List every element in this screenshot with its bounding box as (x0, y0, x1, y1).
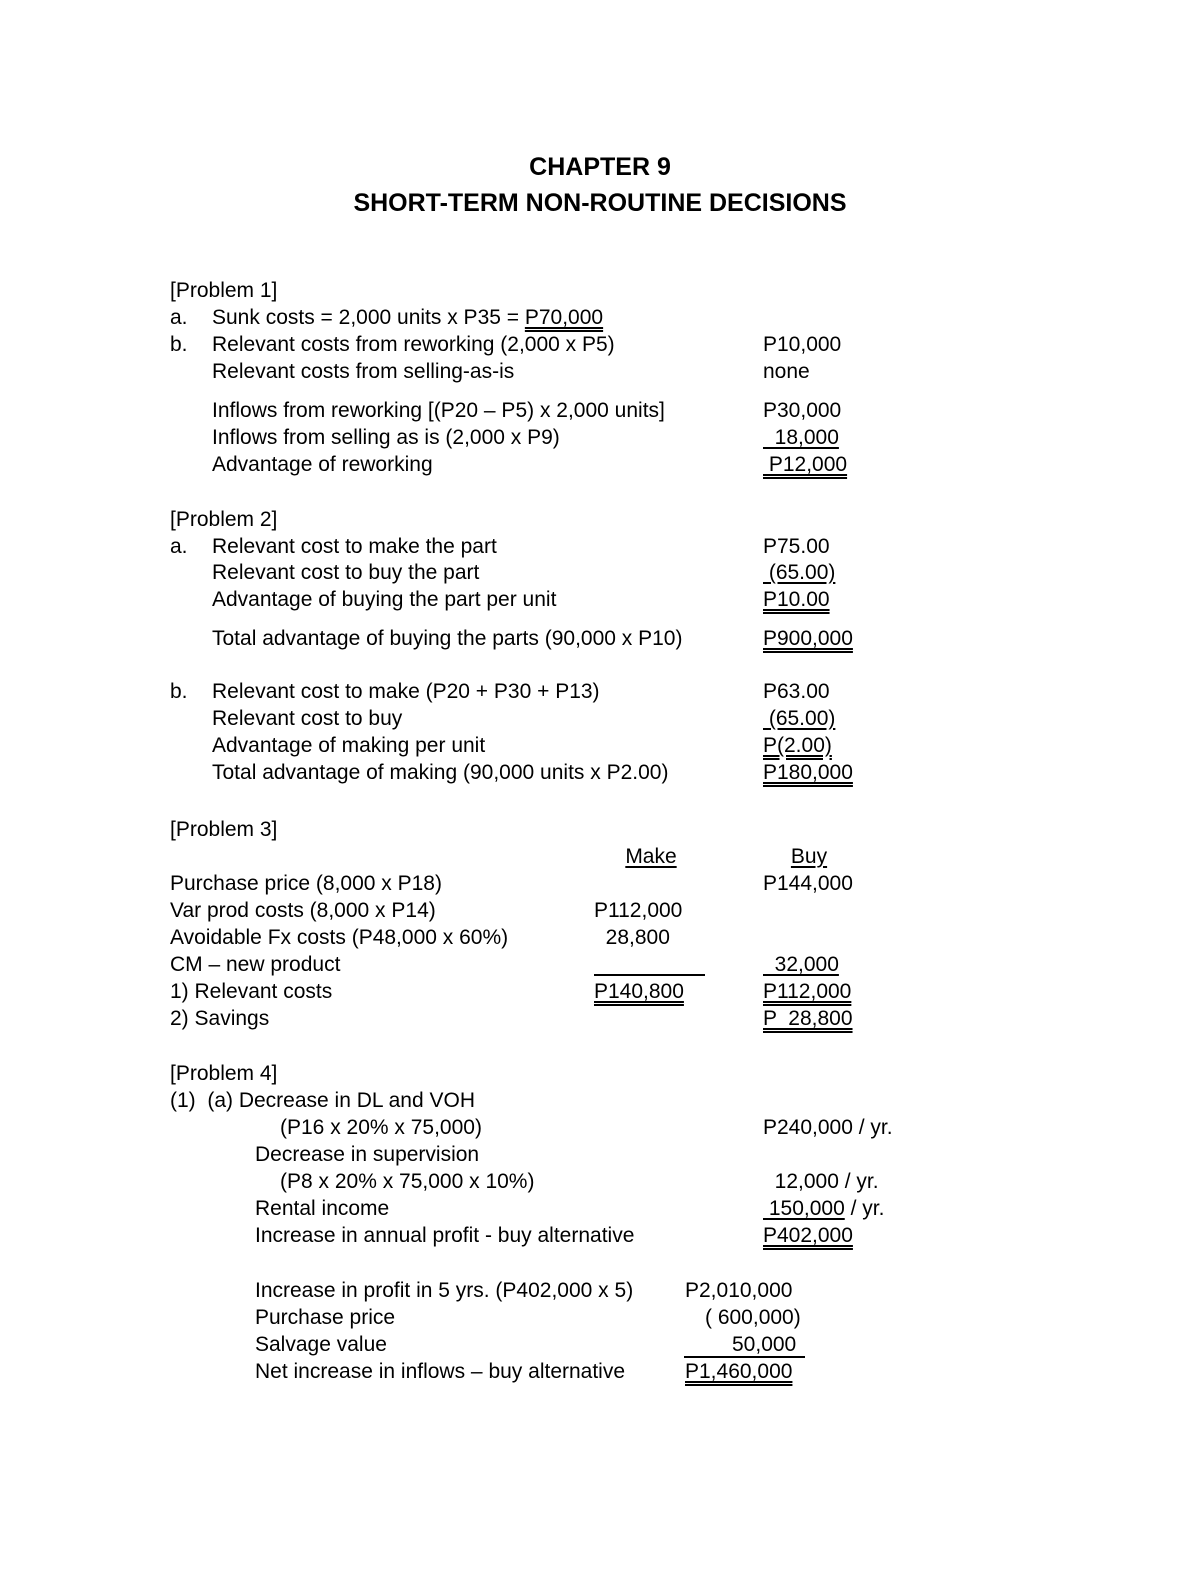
p2b-row-value: (65.00) (763, 707, 836, 730)
p1-row-value: P30,000 (763, 399, 842, 422)
p2a-row-label: Advantage of buying the part per unit (212, 588, 557, 611)
p3-row-make: P140,800 (594, 980, 684, 1003)
column-header-make: Make (625, 845, 677, 868)
problem-3-heading: [Problem 3] (170, 818, 278, 841)
p2b-row-value: P180,000 (763, 761, 853, 784)
p1-row-value: 18,000 (763, 426, 839, 449)
p2b-row-value: P(2.00) (763, 734, 832, 757)
p2a-row-label: Relevant cost to make the part (212, 535, 497, 558)
chapter-heading: CHAPTER 9 (529, 153, 671, 181)
p4-item-label: Rental income (255, 1197, 390, 1220)
list-marker-b: b. (170, 680, 188, 703)
make-subtotal-rule (594, 974, 705, 976)
p2b-row-value: P63.00 (763, 680, 830, 703)
p1-row-label: Relevant costs from selling-as-is (212, 360, 515, 383)
p2b-row-label: Total advantage of making (90,000 units x P2.00) (212, 761, 669, 784)
p2b-row-label: Relevant cost to make (P20 + P30 + P13) (212, 680, 600, 703)
p4-item-formula: (P16 x 20% x 75,000) (280, 1116, 482, 1139)
p3-row-label: Purchase price (8,000 x P18) (170, 872, 442, 895)
problem-2-heading: [Problem 2] (170, 508, 278, 531)
p2b-row-label: Advantage of making per unit (212, 734, 486, 757)
p4-row-label: Purchase price (255, 1306, 396, 1329)
p3-row-label: Var prod costs (8,000 x P14) (170, 899, 436, 922)
p1-row-label: Inflows from selling as is (2,000 x P9) (212, 426, 560, 449)
p3-row-make: 28,800 (594, 926, 670, 949)
p1-row-value: P12,000 (763, 453, 848, 476)
column-header-buy: Buy (790, 845, 828, 868)
sunk-costs-value: P70,000 (524, 306, 604, 329)
p1-row-value: none (763, 360, 810, 383)
rental-income-amount: 150,000 (763, 1197, 845, 1220)
p1-row-value: P10,000 (763, 333, 842, 356)
p3-row-label: Avoidable Fx costs (P48,000 x 60%) (170, 926, 509, 949)
list-marker-a: a. (170, 306, 188, 329)
p3-row-buy: 32,000 (763, 953, 839, 976)
p1-row-label: Advantage of reworking (212, 453, 433, 476)
p4-row-value: P2,010,000 (685, 1279, 793, 1302)
sunk-costs-formula: Sunk costs = 2,000 units x P35 = (212, 306, 525, 329)
problem-1-heading: [Problem 1] (170, 279, 278, 302)
p4-item-formula: (P8 x 20% x 75,000 x 10%) (280, 1170, 535, 1193)
p3-row-buy: P144,000 (763, 872, 853, 895)
problem-4-heading: [Problem 4] (170, 1062, 278, 1085)
page-title: SHORT-TERM NON-ROUTINE DECISIONS (353, 189, 847, 217)
p2a-row-label: Relevant cost to buy the part (212, 561, 480, 584)
p4-row-value: P1,460,000 (685, 1360, 793, 1383)
p2a-row-value: P900,000 (763, 627, 853, 650)
p4-item-value: P402,000 (763, 1224, 853, 1247)
p3-row-make: P112,000 (594, 899, 683, 922)
p3-row-buy: P112,000 (763, 980, 852, 1003)
list-marker-b: b. (170, 333, 188, 356)
list-marker-a: a. (170, 535, 188, 558)
p3-row-label: 2) Savings (170, 1007, 270, 1030)
p4-row-value: ( 600,000) (705, 1306, 801, 1329)
p4-item-label: Increase in annual profit - buy alternative (255, 1224, 635, 1247)
p4-item-value: 12,000 / yr. (763, 1170, 879, 1193)
p2a-row-value: (65.00) (763, 561, 836, 584)
p4-row-label: Salvage value (255, 1333, 387, 1356)
p3-row-buy: P 28,800 (763, 1007, 853, 1030)
p4-rental-value (763, 1196, 884, 1222)
p4-item-label: Decrease in supervision (255, 1143, 480, 1166)
p4-row-label: Net increase in inflows – buy alternative (255, 1360, 626, 1383)
p4-item-value: P240,000 / yr. (763, 1116, 893, 1139)
p2a-row-value: P75.00 (763, 535, 830, 558)
p2b-row-label: Relevant cost to buy (212, 707, 403, 730)
p2a-row-label: Total advantage of buying the parts (90,000 x P10) (212, 627, 683, 650)
p4-item-label: (1) (a) Decrease in DL and VOH (170, 1089, 476, 1112)
p3-row-label: CM – new product (170, 953, 341, 976)
rental-income-unit: / yr. (844, 1197, 885, 1220)
p1-row-label: Relevant costs from reworking (2,000 x P5) (212, 333, 615, 356)
p2a-row-value: P10.00 (763, 588, 830, 611)
p1-row-label: Inflows from reworking [(P20 – P5) x 2,000 units] (212, 399, 665, 422)
sunk-costs-text (212, 305, 603, 331)
p4-row-value: 50,000 (732, 1333, 797, 1356)
p4-row-label: Increase in profit in 5 yrs. (P402,000 x 5) (255, 1279, 634, 1302)
p3-row-label: 1) Relevant costs (170, 980, 333, 1003)
